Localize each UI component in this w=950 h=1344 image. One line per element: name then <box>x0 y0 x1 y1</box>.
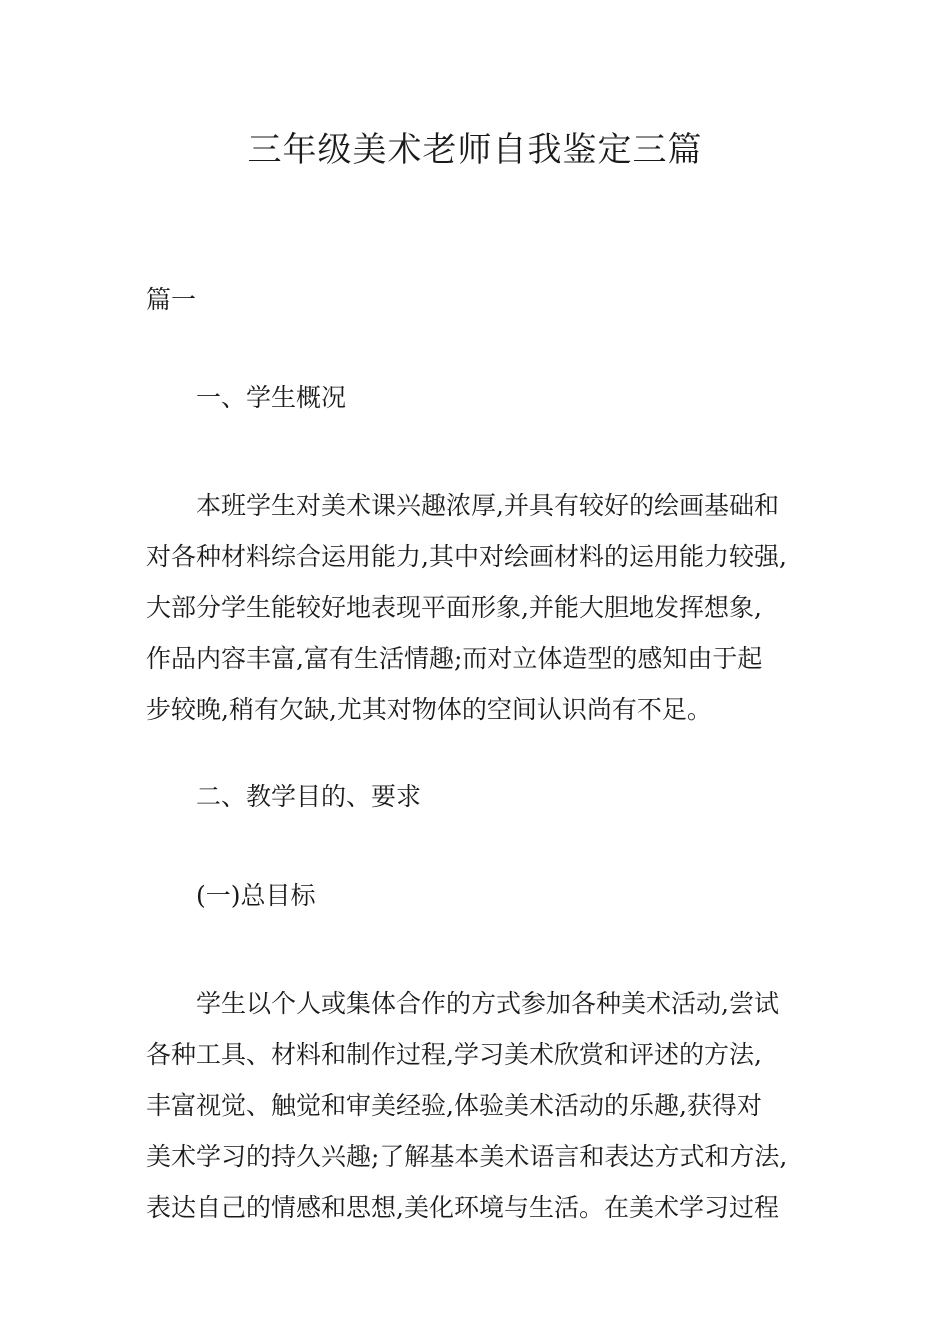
document-title: 三年级美术老师自我鉴定三篇 <box>247 130 703 170</box>
section-label: 篇一 <box>146 285 197 314</box>
heading-overall-goal: (一)总目标 <box>196 881 316 910</box>
paragraph-line: 各种工具、材料和制作过程,学习美术欣赏和评述的方法, <box>146 1040 762 1069</box>
paragraph-line: 表达自己的情感和思想,美化环境与生活。在美术学习过程 <box>146 1193 779 1222</box>
paragraph-line: 丰富视觉、触觉和审美经验,体验美术活动的乐趣,获得对 <box>146 1091 762 1120</box>
paragraph-line: 学生以个人或集体合作的方式参加各种美术活动,尝试 <box>196 989 779 1018</box>
paragraph-line: 对各种材料综合运用能力,其中对绘画材料的运用能力较强, <box>146 542 787 571</box>
paragraph-line: 大部分学生能较好地表现平面形象,并能大胆地发挥想象, <box>146 593 762 622</box>
paragraph-overall-goal <box>146 978 816 1233</box>
paragraph-line: 步较晚,稍有欠缺,尤其对物体的空间认识尚有不足。 <box>146 695 712 724</box>
heading-student-overview: 一、学生概况 <box>196 383 347 412</box>
paragraph-line: 作品内容丰富,富有生活情趣;而对立体造型的感知由于起 <box>146 644 763 673</box>
paragraph-student-overview <box>146 480 816 735</box>
paragraph-line: 本班学生对美术课兴趣浓厚,并具有较好的绘画基础和 <box>196 491 779 520</box>
heading-teaching-goals: 二、教学目的、要求 <box>196 782 422 811</box>
paragraph-line: 美术学习的持久兴趣;了解基本美术语言和表达方式和方法, <box>146 1142 788 1171</box>
